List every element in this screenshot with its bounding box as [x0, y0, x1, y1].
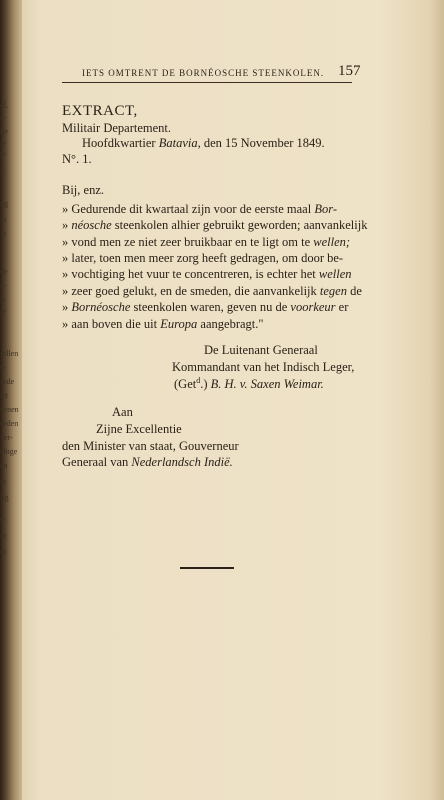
margin-fragment: iet: [0, 391, 8, 400]
location-place: Batavia: [158, 136, 198, 150]
margin-fragment: m: [0, 547, 7, 556]
quote-text: » vochtiging het vuur te concentreren, is echter het: [62, 267, 319, 281]
signatory-rank: De Luitenant Generaal: [204, 343, 318, 357]
quote-line: [62, 219, 367, 232]
margin-fragment: p-: [0, 149, 7, 158]
quote-emphasis: Europa: [160, 317, 198, 331]
margin-fragment: lle: [0, 127, 8, 136]
quote-line: [62, 236, 350, 249]
margin-fragment: e-: [0, 515, 7, 524]
document-number: N°. 1.: [62, 152, 92, 166]
page-number: 157: [338, 63, 361, 79]
margin-fragment: ver-: [0, 433, 13, 442]
governor-place: Nederlandsch Indië.: [131, 455, 233, 469]
margin-fragment: cenen: [0, 405, 19, 414]
addressee-governor: [62, 456, 233, 469]
document-title: EXTRACT,: [62, 103, 138, 119]
addressee-to: Aan: [112, 405, 133, 419]
department-line: Militair Departement.: [62, 121, 171, 135]
quote-text: aangebragt.": [197, 317, 264, 331]
closing-rule: [180, 567, 234, 569]
quote-text: »: [62, 218, 72, 232]
quote-line: [62, 318, 263, 331]
quote-emphasis: Bornéosche: [71, 300, 131, 314]
addressee-title: Zijne Excellentie: [96, 422, 182, 436]
signatory-role: Kommandant van het Indisch Leger,: [172, 360, 355, 374]
margin-fragment: l.: [0, 169, 5, 178]
signature-line: [174, 377, 324, 391]
margin-fragment: n-: [0, 363, 7, 372]
margin-fragment: ur: [0, 531, 7, 540]
margin-fragment: n-: [0, 281, 7, 290]
quote-emphasis: Bor-: [314, 202, 337, 216]
quote-text: er: [335, 300, 349, 314]
governor-prefix: Generaal van: [62, 455, 132, 469]
margin-fragment: lig: [0, 493, 9, 502]
quote-emphasis: wellen: [318, 267, 352, 281]
header-rule: [62, 82, 352, 83]
quote-text: steenkolen alhier gebruikt geworden; aanvankelijk: [111, 218, 368, 232]
quote-text: steenkolen waren, geven nu de: [130, 300, 291, 314]
signed-superscript: d: [196, 376, 201, 385]
margin-fragment: de: [0, 267, 8, 276]
location-prefix: Hoofdkwartier: [82, 136, 156, 150]
quote-line: [62, 203, 337, 216]
quote-line: [62, 285, 362, 298]
margin-fragment: Ie: [0, 229, 7, 238]
salutation: Bij, enz.: [62, 183, 105, 197]
margin-fragment: urden: [0, 419, 19, 428]
margin-fragment: ik: [0, 477, 7, 486]
margin-fragment: sfnge: [0, 447, 18, 456]
signed-mid: .): [200, 377, 211, 392]
margin-fragment: ie: [0, 307, 6, 316]
margin-fragment: ie: [0, 139, 6, 148]
signatory-name: B. H. v. Saxen Weimar.: [210, 377, 324, 392]
addressee-minister: den Minister van staat, Gouverneur: [62, 439, 239, 453]
margin-fragment: in: [0, 215, 7, 224]
quote-text: » vond men ze niet zeer bruikbaar en te ligt om te: [62, 235, 314, 249]
margin-fragment: sede: [0, 377, 15, 386]
quote-line: [62, 301, 348, 314]
margin-fragment: n-: [0, 113, 7, 122]
quote-line: [62, 252, 343, 265]
location-date-line: [82, 137, 325, 150]
margin-fragment: ls: [0, 295, 6, 304]
quote-text: de: [346, 284, 362, 298]
quote-line: [62, 268, 352, 281]
quote-text: » zeer goed gelukt, en de smeden, die aanvankelijk: [62, 284, 320, 298]
quote-text: » later, toen men meer zorg heeft gedragen, om door be-: [62, 251, 344, 265]
quote-text: » Gedurende dit kwartaal zijn voor de eerste maal: [62, 202, 315, 216]
quote-emphasis: tegen: [319, 284, 347, 298]
quote-emphasis: wellen;: [313, 235, 351, 249]
quote-emphasis: néosche: [71, 218, 112, 232]
quote-text: »: [62, 300, 72, 314]
location-date: , den 15 November 1849.: [197, 136, 325, 150]
running-header: IETS OMTRENT DE BORNÉOSCHE STEENKOLEN.: [82, 68, 325, 78]
margin-fragment: ng: [0, 199, 8, 208]
margin-fragment: en: [0, 461, 8, 470]
quote-emphasis: voorkeur: [290, 300, 336, 314]
margin-fragment: ol.: [0, 101, 9, 110]
quote-text: » aan boven die uit: [62, 317, 161, 331]
margin-fragment: villen: [0, 349, 19, 358]
signed-prefix: (Get: [174, 377, 197, 392]
